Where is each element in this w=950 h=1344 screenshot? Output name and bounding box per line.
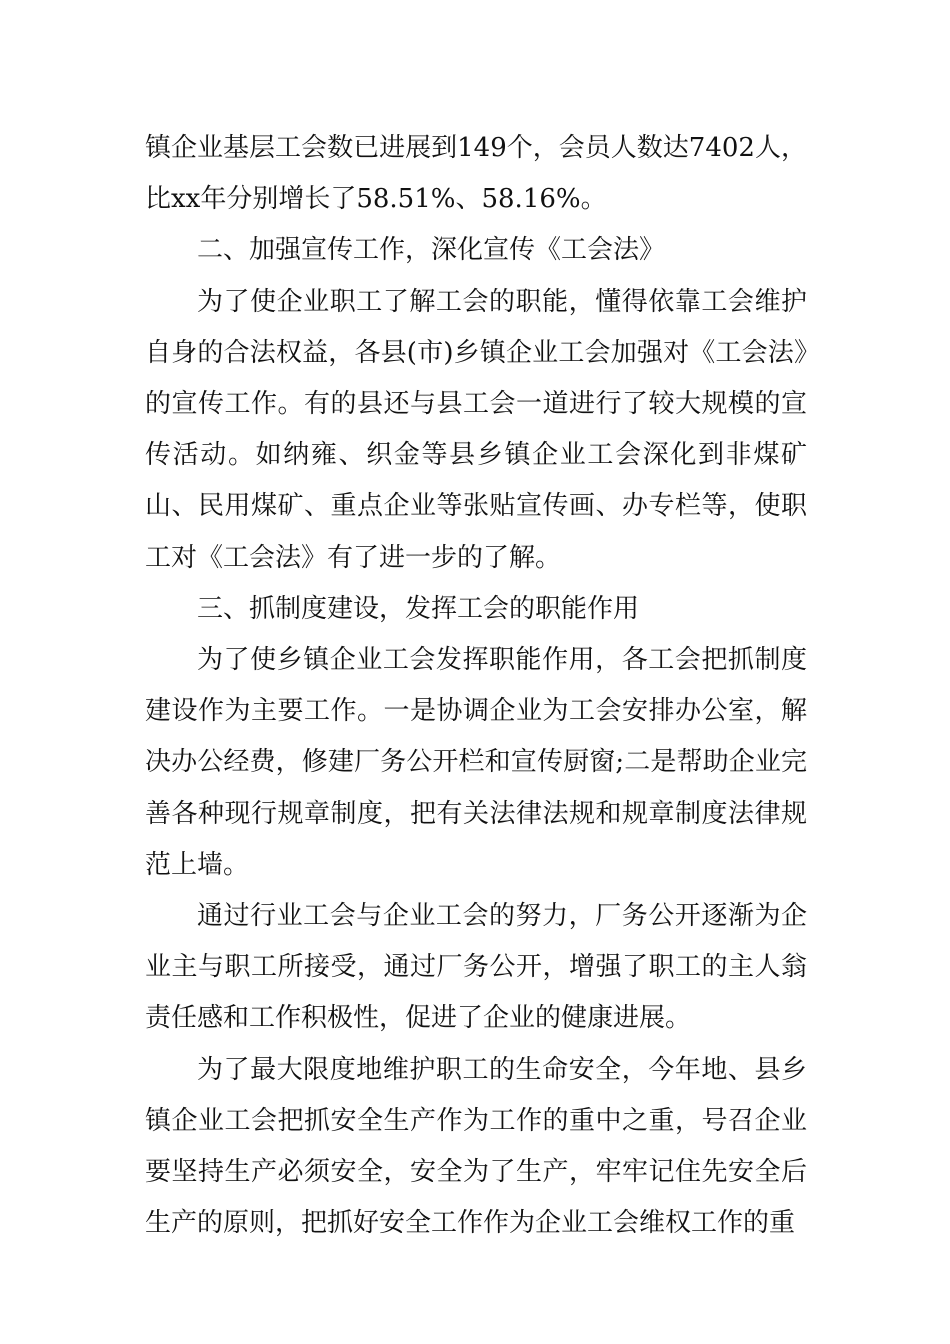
paragraph: 为了使乡镇企业工会发挥职能作用，各工会把抓制度建设作为主要工作。一是协调企业为工会安排办公室，解决办公经费，修建厂务公开栏和宣传厨窗;二是帮助企业完善各种现行规章制度，把有关法律法规和规章制度法律规范上墙。 bbox=[145, 645, 807, 880]
document-body bbox=[145, 123, 807, 1249]
section-heading-2: 二、加强宣传工作，深化宣传《工会法》 bbox=[197, 235, 666, 266]
paragraph: 为了最大限度地维护职工的生命安全，今年地、县乡镇企业工会把抓安全生产作为工作的重中之重，号召企业要坚持生产必须安全，安全为了生产，牢牢记住先安全后生产的原则，把抓好安全工作作为企业工会维权工作的重 bbox=[145, 1054, 807, 1239]
paragraph-continuation: 镇企业基层工会数已进展到149个，会员人数达7402人，比xx年分别增长了58.51%、58.16%。 bbox=[145, 133, 807, 215]
section-heading-3: 三、抓制度建设，发挥工会的职能作用 bbox=[197, 593, 640, 624]
paragraph: 通过行业工会与企业工会的努力，厂务公开逐渐为企业主与职工所接受，通过厂务公开，增强了职工的主人翁责任感和工作积极性，促进了企业的健康进展。 bbox=[145, 901, 807, 1034]
paragraph: 为了使企业职工了解工会的职能，懂得依靠工会维护自身的合法权益，各县(市)乡镇企业工会加强对《工会法》的宣传工作。有的县还与县工会一道进行了较大规模的宣传活动。如纳雍、织金等县乡镇企业工会深化到非煤矿山、民用煤矿、重点企业等张贴宣传画、办专栏等，使职工对《工会法》有了进一步的了解。 bbox=[145, 286, 807, 573]
